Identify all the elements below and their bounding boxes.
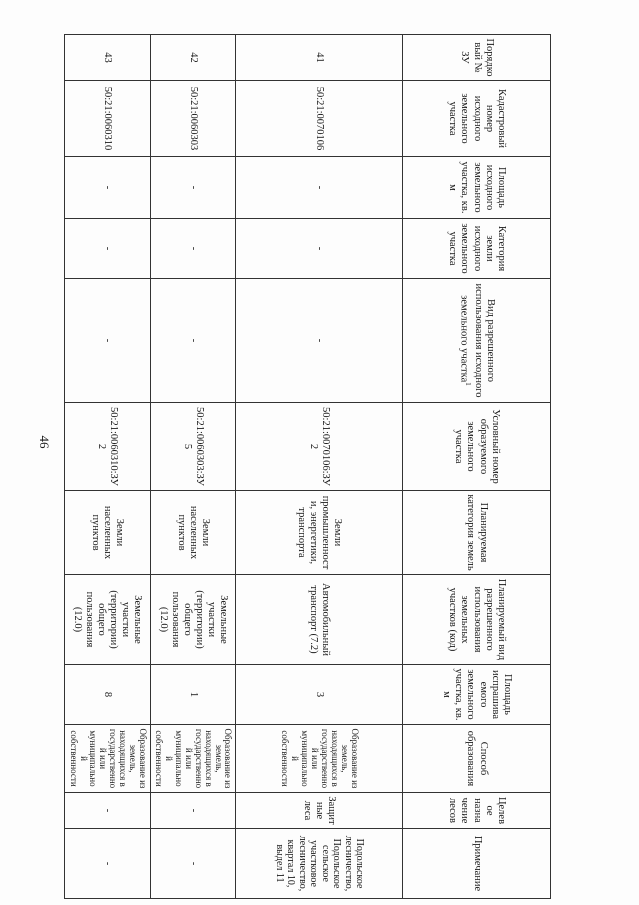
cell-no: 43 <box>65 35 151 81</box>
cell-category: - <box>236 219 403 279</box>
cell-pcat: Земли промышленности, энергетики, транспорта <box>236 491 403 575</box>
header-purpose-text: Целевое назначение лесов <box>447 796 507 825</box>
cell-method: Образование из земель, находящихся в государственной или муниципальной собственности <box>236 725 403 793</box>
header-parea-text: Площадь испрашиваемого земельного участка, кв. м <box>441 668 513 721</box>
cell-category: - <box>65 219 151 279</box>
cell-cad: 50:21:0060310 <box>65 81 151 157</box>
header-puse <box>403 575 551 665</box>
cell-no: 41 <box>236 35 403 81</box>
header-pcat <box>403 491 551 575</box>
cell-no: 42 <box>150 35 236 81</box>
cell-use: - <box>236 279 403 403</box>
header-area <box>403 157 551 219</box>
cell-cond: 50:21:0060310:ЗУ2 <box>65 403 151 491</box>
header-no-text: Порядковый № ЗУ <box>459 38 495 77</box>
header-no <box>403 35 551 81</box>
cell-pcat: Земли населенных пунктов <box>65 491 151 575</box>
cell-purpose: - <box>150 793 236 829</box>
cell-purpose: - <box>65 793 151 829</box>
cell-use: - <box>150 279 236 403</box>
header-use-text: Вид разрешенного использования исходного земельного участка <box>458 283 496 398</box>
cell-cad: 50:21:0070106 <box>236 81 403 157</box>
cell-puse: Земельные участки (территории) общего пользования (12.0) <box>150 575 236 665</box>
header-area-text: Площадь исходного земельного участка, кв. м <box>447 161 507 214</box>
header-pcat-text: Планируемая категория земель <box>465 494 489 571</box>
cell-pcat: Земли населенных пунктов <box>150 491 236 575</box>
cell-cond: 50:21:0070106:ЗУ2 <box>236 403 403 491</box>
cell-area: - <box>236 157 403 219</box>
cell-puse: Земельные участки (территории) общего пользования (12.0) <box>65 575 151 665</box>
table-row <box>236 35 403 899</box>
header-purpose <box>403 793 551 829</box>
cell-note: - <box>65 829 151 899</box>
table-row <box>150 35 236 899</box>
header-use-footnote: 1 <box>463 382 472 386</box>
header-method-text: Способ образования <box>465 730 489 787</box>
table-row <box>65 35 151 899</box>
header-method <box>403 725 551 793</box>
header-category-text: Категория земли исходного земельного участка <box>447 223 507 274</box>
land-plots-table <box>64 34 551 899</box>
header-cond-text: Условный номер образуемого земельного участка <box>453 409 501 484</box>
cell-method: Образование из земель, находящихся в государственной или муниципальной собственности <box>150 725 236 793</box>
cell-category: - <box>150 219 236 279</box>
header-cad <box>403 81 551 157</box>
cell-parea: 3 <box>236 665 403 725</box>
page-number: 46 <box>37 435 52 449</box>
cell-parea: 8 <box>65 665 151 725</box>
header-note <box>403 829 551 899</box>
header-parea <box>403 665 551 725</box>
header-cond <box>403 403 551 491</box>
cell-note: Подольское лесничество, Подольское сельское участковое лесничество, квартал 10, выдел 11 <box>236 829 403 899</box>
cell-area: - <box>150 157 236 219</box>
cell-method: Образование из земель, находящихся в государственной или муниципальной собственности <box>65 725 151 793</box>
cell-parea: 1 <box>150 665 236 725</box>
header-puse-text: Планируемый вид разрешенного использования земельных участков (код) <box>447 578 507 661</box>
cell-puse: Автомобильный транспорт (7.2) <box>236 575 403 665</box>
header-use <box>403 279 551 403</box>
rotated-table-wrapper <box>64 34 551 892</box>
header-category <box>403 219 551 279</box>
header-cad-text: Кадастровый номер исходного земельного участка <box>447 88 507 149</box>
cell-note: - <box>150 829 236 899</box>
cell-purpose: Защитные леса <box>236 793 403 829</box>
header-note-text: Примечание <box>471 835 483 892</box>
cell-cond: 50:21:0060303:ЗУ5 <box>150 403 236 491</box>
cell-use: - <box>65 279 151 403</box>
table-header-row <box>403 35 551 899</box>
cell-area: - <box>65 157 151 219</box>
cell-cad: 50:21:0060303 <box>150 81 236 157</box>
